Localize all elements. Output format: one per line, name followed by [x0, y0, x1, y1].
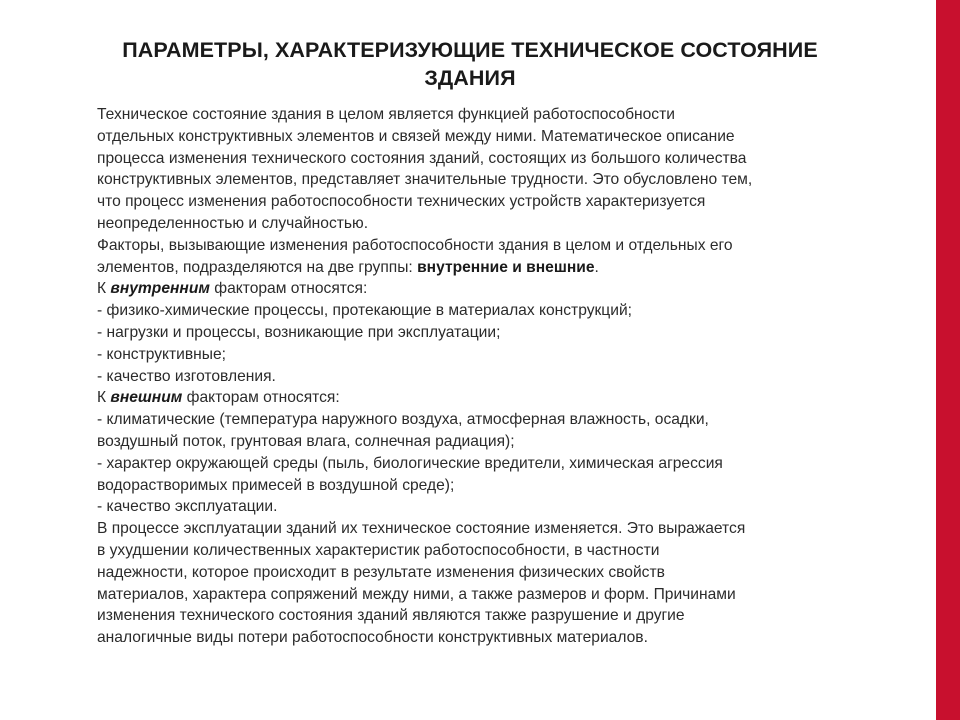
external-heading-suffix: факторам относятся: — [182, 389, 340, 407]
conclusion-line: материалов, характера сопряжений между ними, а также размеров и форм. Причинами — [97, 585, 736, 603]
slide-title — [60, 36, 880, 92]
external-heading — [97, 387, 897, 409]
internal-item: - физико-химические процессы, протекающие в материалах конструкций; — [97, 302, 632, 320]
conclusion-line: В процессе эксплуатации зданий их техническое состояние изменяется. Это выражается — [97, 520, 746, 538]
title-line-2: ЗДАНИЯ — [424, 66, 516, 90]
title-line-1: ПАРАМЕТРЫ, ХАРАКТЕРИЗУЮЩИЕ ТЕХНИЧЕСКОЕ СОСТОЯНИЕ — [122, 38, 818, 62]
factors-groups-prefix: элементов, подразделяются на две группы: — [97, 258, 418, 276]
external-heading-emph: внешним — [110, 389, 183, 407]
accent-bar — [936, 0, 960, 720]
factors-line: Факторы, вызывающие изменения работоспособности здания в целом и отдельных его — [97, 236, 733, 254]
internal-heading — [97, 278, 897, 300]
internal-heading-prefix: К — [97, 280, 111, 298]
conclusion-line: изменения технического состояния зданий являются также разрушение и другие — [97, 607, 685, 625]
external-heading-prefix: К — [97, 389, 111, 407]
slide-body — [97, 104, 897, 649]
external-item: водорастворимых примесей в воздушной среде); — [97, 476, 455, 494]
intro-line: конструктивных элементов, представляет значительные трудности. Это обусловлено тем, — [97, 171, 753, 189]
factors-groups-bold: внутренние и внешние — [417, 258, 595, 276]
internal-heading-emph: внутренним — [110, 280, 210, 298]
conclusion-line: аналогичные виды потери работоспособности конструктивных материалов. — [97, 629, 648, 647]
factors-groups-line — [97, 257, 897, 279]
external-item: - климатические (температура наружного воздуха, атмосферная влажность, осадки, — [97, 411, 709, 429]
internal-item: - нагрузки и процессы, возникающие при эксплуатации; — [97, 323, 501, 341]
intro-line: что процесс изменения работоспособности технических устройств характеризуется — [97, 193, 706, 211]
internal-item: - качество изготовления. — [97, 367, 276, 385]
internal-item: - конструктивные; — [97, 345, 226, 363]
internal-heading-suffix: факторам относятся: — [209, 280, 368, 298]
factors-groups-suffix: . — [594, 258, 599, 276]
intro-line: процесса изменения технического состояния зданий, состоящих из большого количества — [97, 149, 747, 167]
conclusion-line: надежности, которое происходит в результате изменения физических свойств — [97, 563, 665, 581]
intro-line: неопределенностью и случайностью. — [97, 214, 369, 232]
external-item: воздушный поток, грунтовая влага, солнечная радиация); — [97, 432, 515, 450]
external-item: - характер окружающей среды (пыль, биологические вредители, химическая агрессия — [97, 454, 723, 472]
intro-line: отдельных конструктивных элементов и связей между ними. Математическое описание — [97, 127, 735, 145]
intro-line: Техническое состояние здания в целом является функцией работоспособности — [97, 106, 675, 123]
external-item: - качество эксплуатации. — [97, 498, 278, 516]
accent-bar-gap — [930, 0, 936, 720]
conclusion-line: в ухудшении количественных характеристик работоспособности, в частности — [97, 541, 660, 559]
